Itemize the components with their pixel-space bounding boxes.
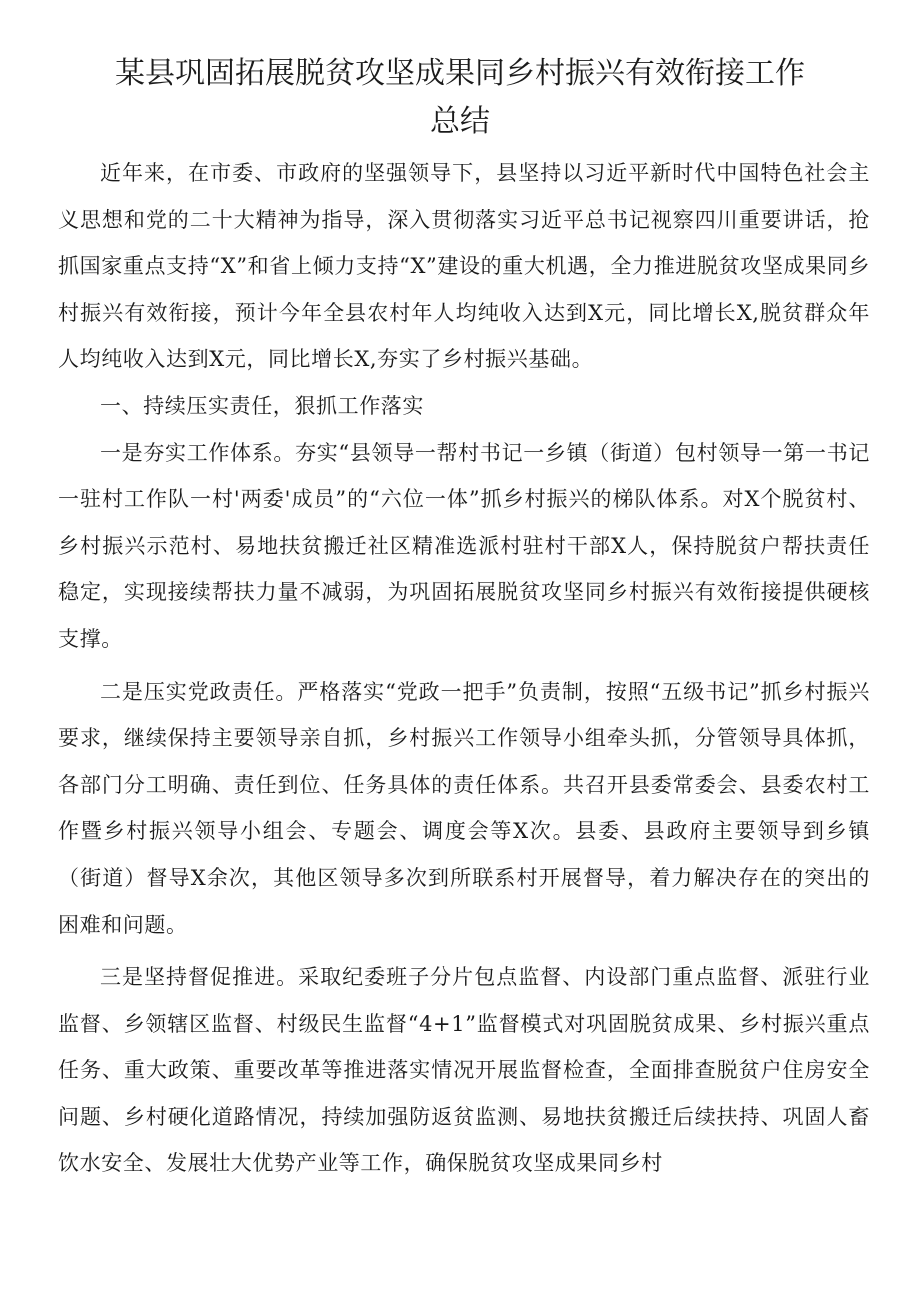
intro-paragraph: 近年来，在市委、市政府的坚强领导下，县坚持以习近平新时代中国特色社会主义思想和党的二十大精神为指导，深入贯彻落实习近平总书记视察四川重要讲话，抢抓国家重点支持“X”和省上倾力支持“X”建设的重大机遇，全力推进脱贫攻坚成果同乡村振兴有效衔接，预计今年全县农村年人均纯收入达到X元，同比增长X,脱贫群众年人均纯收入达到X元，同比增长X,夯实了乡村振兴基础。 xyxy=(58,161,870,372)
document-title-line-1: 某县巩固拓展脱贫攻坚成果同乡村振兴有效衔接工作 xyxy=(115,56,805,91)
document-title-line-2: 总结 xyxy=(430,104,490,139)
body-paragraph: 三是坚持督促推进。采取纪委班子分片包点监督、内设部门重点监督、派驻行业监督、乡领辖区监督、村级民生监督“4+1”监督模式对巩固脱贫成果、乡村振兴重点任务、重大政策、重要改革等推进落实情况开展监督检查，全面排查脱贫户住房安全问题、乡村硬化道路情况，持续加强防返贫监测、易地扶贫搬迁后续扶持、巩固人畜饮水安全、发展壮大优势产业等工作，确保脱贫攻坚成果同乡村 xyxy=(58,965,870,1176)
section-heading: 一、持续压实责任，狠抓工作落实 xyxy=(100,393,424,418)
body-paragraph: 二是压实党政责任。严格落实“党政一把手”负责制，按照“五级书记”抓乡村振兴要求，继续保持主要领导亲自抓，乡村振兴工作领导小组牵头抓，分管领导具体抓，各部门分工明确、责任到位、任务具体的责任体系。共召开县委常委会、县委农村工作暨乡村振兴领导小组会、专题会、调度会等X次。县委、县政府主要领导到乡镇（街道）督导X余次，其他区领导多次到所联系村开展督导，着力解决存在的突出的困难和问题。 xyxy=(58,679,870,937)
document-body xyxy=(58,150,870,1187)
body-paragraph: 一是夯实工作体系。夯实“县领导一帮村书记一乡镇（街道）包村领导一第一书记一驻村工作队一村'两委'成员”的“六位一体”抓乡村振兴的梯队体系。对X个脱贫村、乡村振兴示范村、易地扶贫搬迁社区精准选派村驻村干部X人，保持脱贫户帮扶责任稳定，实现接续帮扶力量不减弱，为巩固拓展脱贫攻坚同乡村振兴有效衔接提供硬核支撑。 xyxy=(58,440,870,651)
